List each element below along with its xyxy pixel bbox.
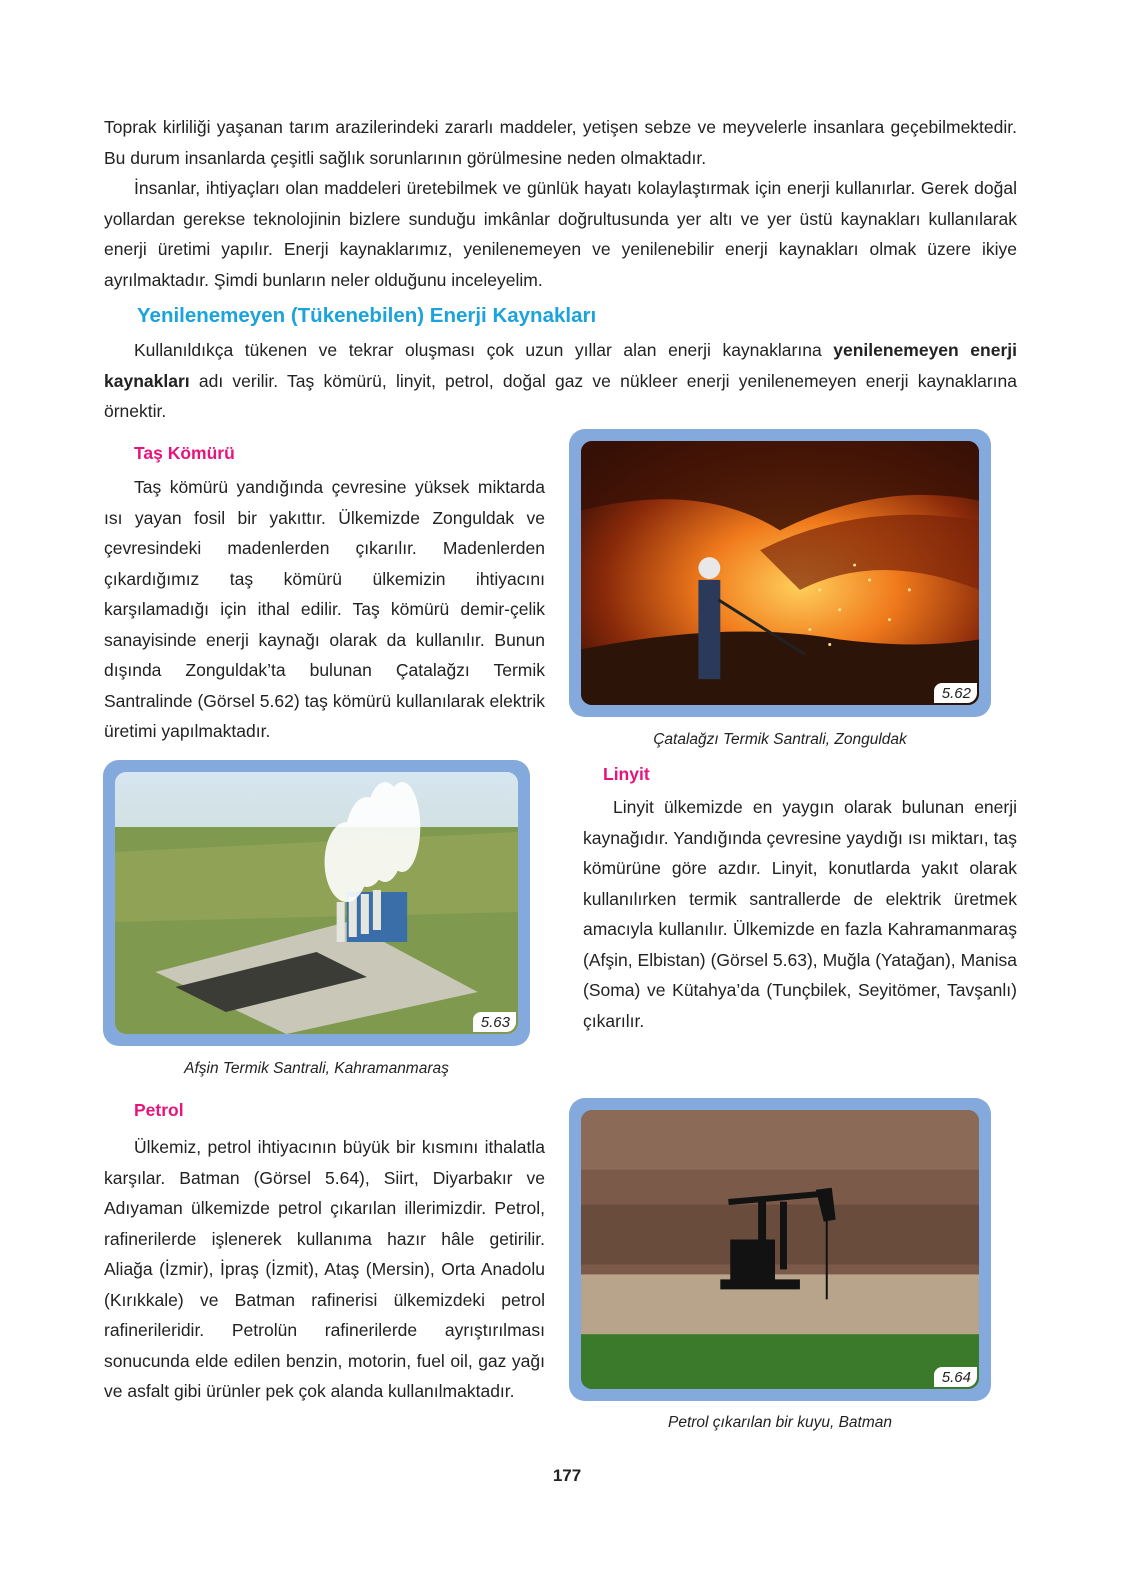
section-intro-bold-term: yenilenemeyen enerji kaynakları	[104, 340, 1017, 391]
figure-5-62-caption: Çatalağzı Termik Santrali, Zonguldak	[653, 731, 907, 748]
steel-furnace-photo	[581, 441, 979, 705]
section-intro-paragraph	[104, 335, 1017, 427]
petrol-heading: Petrol	[134, 1100, 184, 1120]
figure-5-63	[103, 760, 530, 1046]
linyit-heading: Linyit	[603, 764, 650, 784]
figure-number: 5.62	[934, 683, 977, 703]
intro-paragraph-2: İnsanlar, ihtiyaçları olan maddeleri üretebilmek ve günlük hayatı kolaylaştırmak için enerji kullanırlar. Gerek doğal yollardan gerekse teknolojinin bizlere sunduğu imkânlar doğrultusunda yer altı ve yer üstü kaynakları kullanılarak enerji üretimi yapılır. Enerji kaynaklarımız, yenilenemeyen ve yenilenebilir enerji kaynakları olmak üzere ikiye ayrılmaktadır. Şimdi bunların neler olduğunu inceleyelim.	[104, 178, 1017, 290]
figure-number: 5.64	[934, 1367, 977, 1387]
section-intro-text-1: Kullanıldıkça tükenen ve tekrar oluşması çok uzun yıllar alan enerji kaynaklarına	[134, 340, 834, 360]
figure-5-63-caption: Afşin Termik Santrali, Kahramanmaraş	[184, 1060, 449, 1077]
power-plant-aerial-photo	[115, 772, 518, 1034]
tas-komuru-paragraph: Taş kömürü yandığında çevresine yüksek miktarda ısı yayan fosil bir yakıttır. Ülkemizde Zonguldak ve çevresindeki madenlerden çıkarılır. Madenlerden çıkardığımız taş kömürü ülkemizin ihtiyacını karşılamadığı için ithal edilir. Taş kömürü demir-çelik sanayisinde enerji kaynağı olarak da kullanılır. Bunun dışında Zonguldak’ta bulunan Çatalağzı Termik Santralinde (Görsel 5.62) taş kömürü kullanılarak elektrik üretimi yapılmaktadır.	[104, 477, 545, 741]
figure-5-64	[569, 1098, 991, 1401]
petrol-paragraph: Ülkemiz, petrol ihtiyacının büyük bir kısmını ithalatla karşılar. Batman (Görsel 5.64), Siirt, Diyarbakır ve Adıyaman ülkemizde petrol çıkarılan illerimizdir. Petrol, rafinerilerde işlenerek kullanıma hazır hâle getirilir. Aliağa (İzmir), İpraş (İzmit), Ataş (Mersin), Orta Anadolu (Kırıkkale) ve Batman rafinerisi ülkemizdeki petrol rafinerileridir. Petrolün rafinerilerde ayrıştırılması sonucunda elde edilen benzin, motorin, fuel oil, gaz yağı ve asfalt gibi ürünler pek çok alanda kullanılmaktadır.	[104, 1137, 545, 1401]
tas-komuru-heading: Taş Kömürü	[134, 443, 235, 463]
linyit-paragraph: Linyit ülkemizde en yaygın olarak bulunan enerji kaynağıdır. Yandığında çevresine yaydığı ısı miktarı, taş kömürüne göre azdır. Linyit, konutlarda yakıt olarak kullanılırken termik santrallerde de elektrik üretmek amacıyla kullanılır. Ülkemizde en fazla Kahramanmaraş (Afşin, Elbistan) (Görsel 5.63), Muğla (Yatağan), Manisa (Soma) ve Kütahya’da (Tunçbilek, Seyitömer, Tavşanlı) çıkarılır.	[583, 797, 1017, 1031]
intro-paragraph-1: Toprak kirliliği yaşanan tarım arazilerindeki zararlı maddeler, yetişen sebze ve meyvelerle insanlara geçebilmektedir. Bu durum insanlarda çeşitli sağlık sorunlarının görülmesine neden olmaktadır.	[104, 117, 1017, 168]
figure-5-64-caption: Petrol çıkarılan bir kuyu, Batman	[668, 1414, 892, 1431]
figure-5-62	[569, 429, 991, 717]
figure-number: 5.63	[473, 1012, 516, 1032]
section-title: Yenilenemeyen (Tükenebilen) Enerji Kaynakları	[137, 304, 597, 327]
section-intro-text-2: adı verilir. Taş kömürü, linyit, petrol, doğal gaz ve nükleer enerji yenilenemeyen enerji kaynaklarına örnektir.	[104, 370, 1017, 421]
oil-pumpjack-photo	[581, 1110, 979, 1389]
page-number: 177	[552, 1466, 582, 1485]
